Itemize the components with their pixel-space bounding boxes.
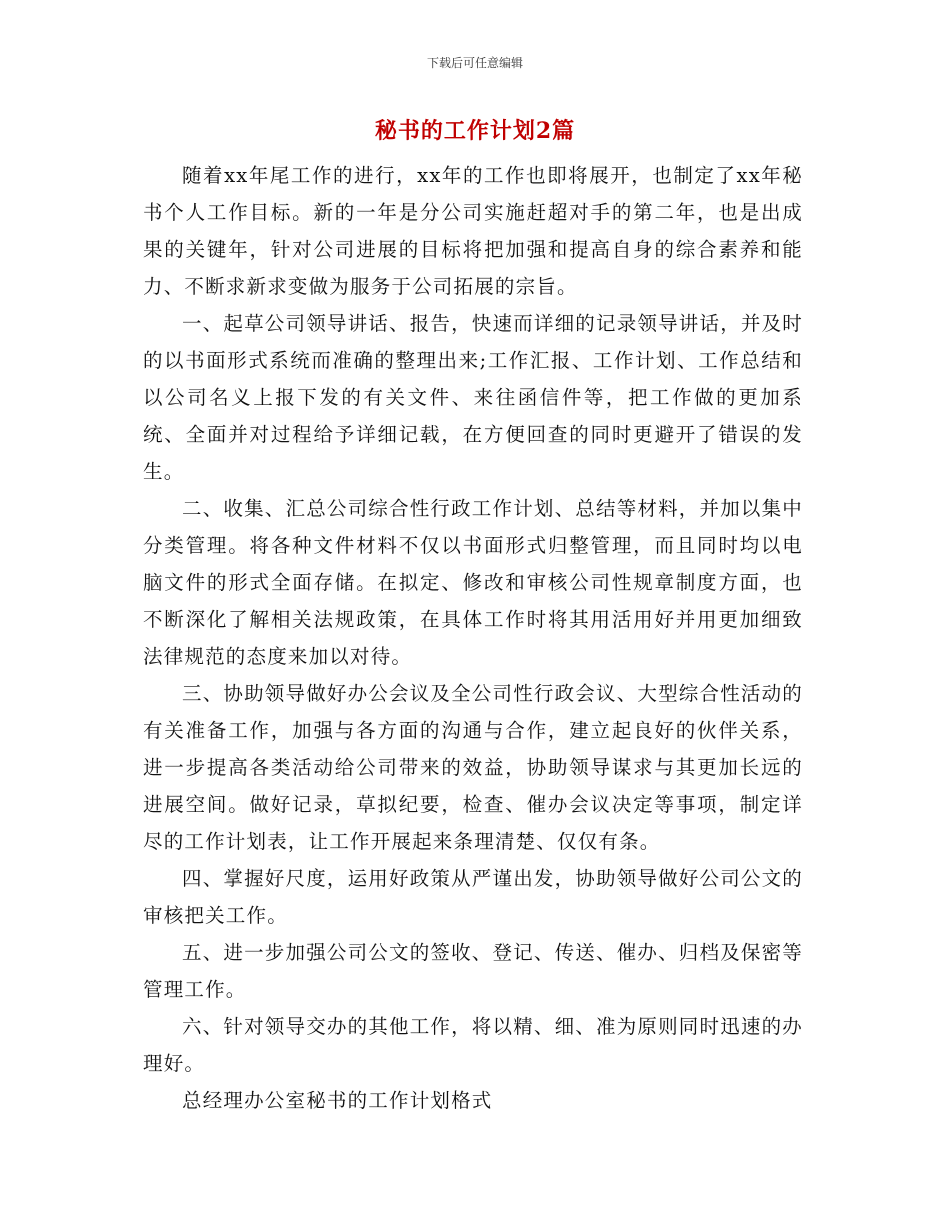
paragraph-item-6: 六、针对领导交办的其他工作，将以精、细、准为原则同时迅速的办理好。 — [143, 1015, 804, 1075]
paragraph-intro: 随着xx年尾工作的进行，xx年的工作也即将展开，也制定了xx年秘书个人工作目标。新的一年是分公司实施赶超对手的第二年，也是出成果的关键年，针对公司进展的目标将把加强和提高自身的综合素养和能力、不断求新求变做为服务于公司拓展的宗旨。 — [143, 164, 803, 298]
paragraph-item-4: 四、掌握好尺度，运用好政策从严谨出发，协助领导做好公司公文的审核把关工作。 — [143, 867, 804, 927]
document-body — [143, 157, 803, 1119]
section-heading: 总经理办公室秘书的工作计划格式 — [182, 1089, 493, 1112]
header-note: 下载后可任意编辑 — [426, 56, 523, 70]
paragraph-item-1: 一、起草公司领导讲话、报告，快速而详细的记录领导讲话，并及时的以书面形式系统而准确的整理出来;工作汇报、工作计划、工作总结和以公司名义上报下发的有关文件、来往函信件等，把工作做的更加系统、全面并对过程给予详细记载，在方便回查的同时更避开了错误的发生。 — [143, 312, 804, 483]
paragraph-item-3: 三、协助领导做好办公会议及全公司性行政会议、大型综合性活动的有关准备工作，加强与各方面的沟通与合作，建立起良好的伙伴关系，进一步提高各类活动给公司带来的效益，协助领导谋求与其更加长远的进展空间。做好记录，草拟纪要，检查、催办会议决定等事项，制定详尽的工作计划表，让工作开展起来条理清楚、仅仅有条。 — [143, 682, 804, 853]
paragraph-item-5: 五、进一步加强公司公文的签收、登记、传送、催办、归档及保密等管理工作。 — [143, 941, 804, 1001]
paragraph-item-2: 二、收集、汇总公司综合性行政工作计划、总结等材料，并加以集中分类管理。将各种文件材料不仅以书面形式归整管理，而且同时均以电脑文件的形式全面存储。在拟定、修改和审核公司性规章制度方面，也不断深化了解相关法规政策，在具体工作时将其用活用好并用更加细致法律规范的态度来加以对待。 — [143, 497, 804, 668]
document-title: 秘书的工作计划2篇 — [374, 118, 576, 144]
